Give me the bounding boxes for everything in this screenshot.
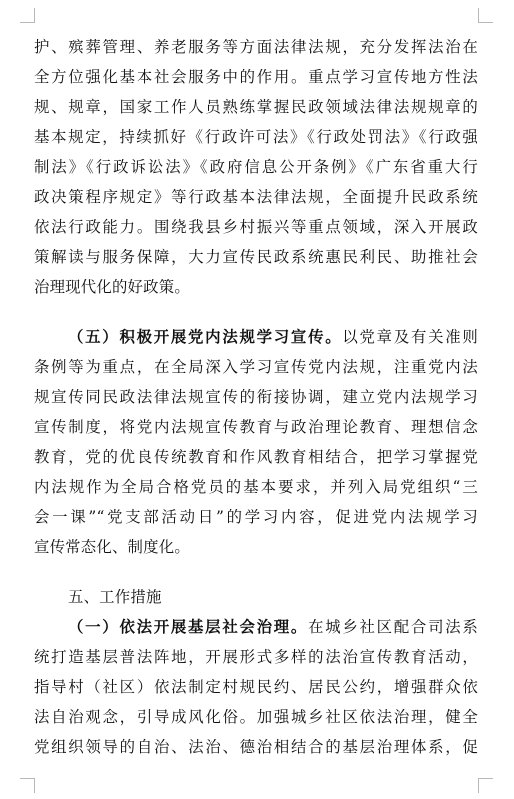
paragraph-line: 规宣传同民政法律法规宣传的衔接协调，建立党内法规学习 — [34, 388, 478, 406]
page-corner-mark-bottom-left — [20, 778, 35, 793]
section-one-heading: （一）依法开展基层社会治理。 — [68, 618, 309, 636]
paragraph-line: 全方位强化基本社会服务中的作用。重点学习宣传地方性法 — [34, 68, 478, 86]
paragraph-line: 基本规定，持续抓好《行政许可法》《行政处罚法》《行政强 — [34, 128, 478, 146]
paragraph-line: 在城乡社区配合司法系 — [308, 618, 478, 636]
section-five-heading: （五）积极开展党内法规学习宣传。 — [68, 328, 343, 346]
chapter-heading: 五、工作措施 — [68, 588, 162, 606]
paragraph-line: 宣传常态化、制度化。 — [34, 538, 190, 556]
paragraph-line: 会一课”“党支部活动日”的学习内容，促进党内法规学习 — [34, 508, 478, 526]
paragraph-line: 指导村（社区）依法制定村规民约、居民公约，增强群众依 — [34, 678, 478, 696]
paragraph-line: 策解读与服务保障，大力宣传民政系统惠民利民、助推社会 — [34, 248, 478, 266]
paragraph-line: 宣传制度，将党内法规宣传教育与政治理论教育、理想信念 — [34, 418, 478, 436]
page-corner-mark-bottom-right — [478, 778, 493, 793]
page-corner-mark-top-left — [20, 8, 35, 23]
paragraph-line: 政决策程序规定》等行政基本法律法规，全面提升民政系统 — [34, 188, 478, 206]
paragraph-line: 条例等为重点，在全局深入学习宣传党内法规，注重党内法 — [34, 358, 478, 376]
paragraph-line: 规、规章，国家工作人员熟练掌握民政领域法律法规规章的 — [34, 98, 478, 116]
paragraph-line: 法自治观念，引导成风化俗。加强城乡社区依法治理，健全 — [34, 708, 478, 726]
paragraph-line: 依法行政能力。围绕我县乡村振兴等重点领域，深入开展政 — [34, 218, 478, 236]
paragraph-line: 统打造基层普法阵地，开展形式多样的法治宣传教育活动， — [34, 648, 478, 666]
paragraph-line: 治理现代化的好政策。 — [34, 278, 190, 296]
section-one-line — [68, 614, 478, 640]
paragraph-line: 制法》《行政诉讼法》《政府信息公开条例》《广东省重大行 — [34, 158, 478, 176]
paragraph-line: 以党章及有关准则 — [342, 328, 478, 346]
paragraph-line: 内法规作为全局合格党员的基本要求，并列入局党组织“三 — [34, 478, 478, 496]
section-five-line — [68, 324, 478, 350]
page-corner-mark-top-right — [478, 8, 493, 23]
paragraph-line: 护、殡葬管理、养老服务等方面法律法规，充分发挥法治在 — [34, 38, 478, 56]
paragraph-line: 教育，党的优良传统教育和作风教育相结合，把学习掌握党 — [34, 448, 478, 466]
paragraph-line: 党组织领导的自治、法治、德治相结合的基层治理体系，促 — [34, 738, 478, 756]
